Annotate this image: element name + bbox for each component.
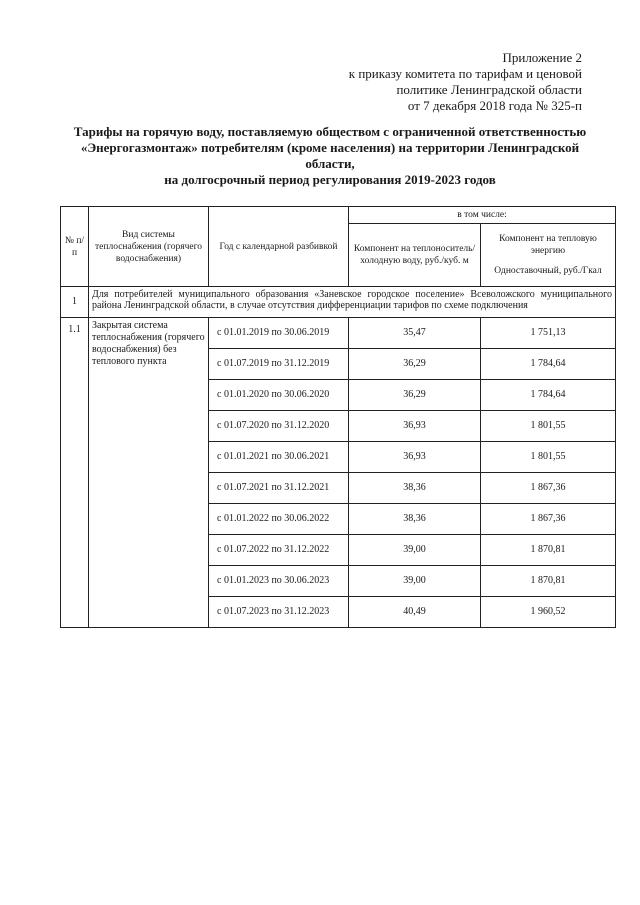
header-comp-water: Компонент на теплоноситель/холодную воду, руб./куб. м <box>349 224 481 287</box>
title-line-2: «Энергогазмонтаж» потребителям (кроме населения) на территории Ленинградской области, <box>80 140 580 171</box>
heat-component-cell: 1 784,64 <box>481 349 616 380</box>
section-row <box>61 287 616 318</box>
header-comp-heat <box>481 224 616 287</box>
table-row <box>61 318 616 349</box>
period-cell: с 01.01.2019 по 30.06.2019 <box>209 318 349 349</box>
header-including: в том числе: <box>349 207 616 224</box>
heat-component-cell: 1 867,36 <box>481 473 616 504</box>
title-line-1: Тарифы на горячую воду, поставляемую обществом с ограниченной ответственностью <box>73 124 587 139</box>
header-row-1 <box>61 207 616 224</box>
header-num: № п/п <box>61 207 89 287</box>
title-line-3: на долгосрочный период регулирования 2019-2023 годов <box>164 172 496 187</box>
water-component-cell: 36,29 <box>349 380 481 411</box>
header-period: Год с календарной разбивкой <box>209 207 349 287</box>
period-cell: с 01.07.2023 по 31.12.2023 <box>209 597 349 628</box>
heat-component-cell: 1 751,13 <box>481 318 616 349</box>
water-component-cell: 35,47 <box>349 318 481 349</box>
annex-line-4: от 7 декабря 2018 года № 325-п <box>407 98 582 113</box>
water-component-cell: 38,36 <box>349 473 481 504</box>
table-body <box>61 207 616 628</box>
annex-line-2: к приказу комитета по тарифам и ценовой <box>348 66 582 81</box>
header-system: Вид системы теплоснабжения (горячего водоснабжения) <box>89 207 209 287</box>
water-component-cell: 36,29 <box>349 349 481 380</box>
period-cell: с 01.07.2021 по 31.12.2021 <box>209 473 349 504</box>
section-text: Для потребителей муниципального образования «Заневское городское поселение» Всеволожского муниципального района Ленинградской области, в случае отсутствия дифференциации тарифов по схеме подключения <box>89 287 616 318</box>
header-comp-heat-title: Компонент на тепловую энергию <box>499 234 597 256</box>
period-cell: с 01.07.2022 по 31.12.2022 <box>209 535 349 566</box>
water-component-cell: 38,36 <box>349 504 481 535</box>
water-component-cell: 36,93 <box>349 442 481 473</box>
heat-component-cell: 1 784,64 <box>481 380 616 411</box>
annex-line-3: политике Ленинградской области <box>396 82 582 97</box>
heat-component-cell: 1 801,55 <box>481 411 616 442</box>
water-component-cell: 39,00 <box>349 566 481 597</box>
annex-header <box>322 50 582 114</box>
tariffs-table <box>60 206 616 628</box>
period-cell: с 01.01.2021 по 30.06.2021 <box>209 442 349 473</box>
heat-component-cell: 1 870,81 <box>481 566 616 597</box>
heat-component-cell: 1 867,36 <box>481 504 616 535</box>
document-title <box>60 124 600 188</box>
section-num: 1 <box>61 287 89 318</box>
heat-component-cell: 1 801,55 <box>481 442 616 473</box>
water-component-cell: 40,49 <box>349 597 481 628</box>
annex-line-1: Приложение 2 <box>502 50 582 65</box>
header-comp-heat-sub: Одноставочный, руб./Гкал <box>494 266 602 276</box>
system-type: Закрытая система теплоснабжения (горячего водоснабжения) без теплового пункта <box>89 318 209 628</box>
water-component-cell: 39,00 <box>349 535 481 566</box>
water-component-cell: 36,93 <box>349 411 481 442</box>
period-cell: с 01.01.2022 по 30.06.2022 <box>209 504 349 535</box>
period-cell: с 01.01.2023 по 30.06.2023 <box>209 566 349 597</box>
subsection-num: 1.1 <box>61 318 89 628</box>
heat-component-cell: 1 960,52 <box>481 597 616 628</box>
period-cell: с 01.01.2020 по 30.06.2020 <box>209 380 349 411</box>
period-cell: с 01.07.2019 по 31.12.2019 <box>209 349 349 380</box>
period-cell: с 01.07.2020 по 31.12.2020 <box>209 411 349 442</box>
heat-component-cell: 1 870,81 <box>481 535 616 566</box>
